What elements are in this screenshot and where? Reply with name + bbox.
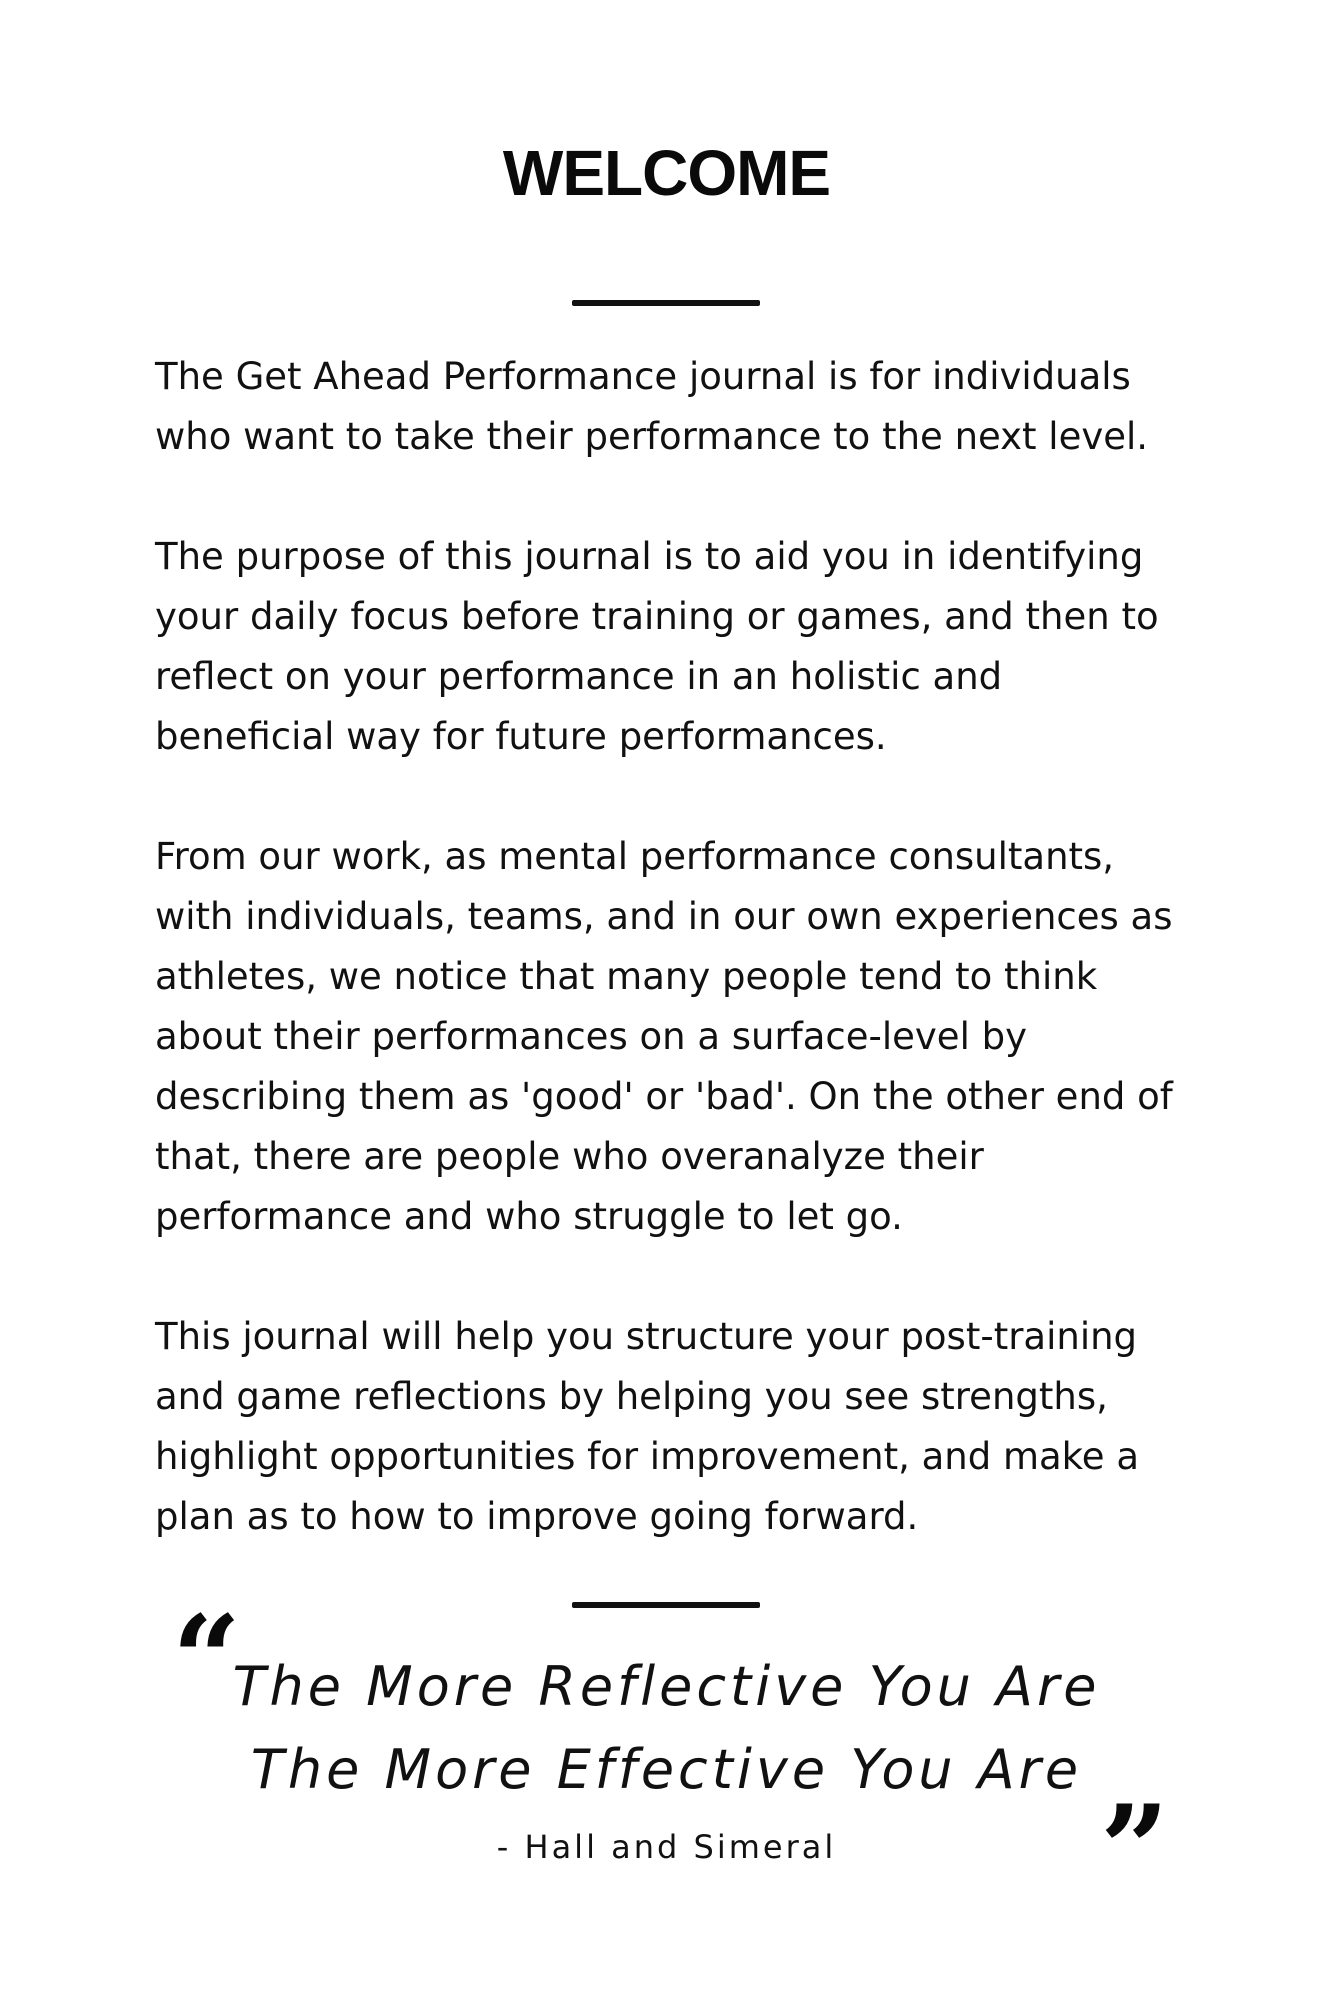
- paragraph-purpose: The purpose of this journal is to aid you in identifying your daily focus before training or games, and then to reflect on your performance in an holistic and beneficial way for future performances.: [155, 535, 1159, 758]
- paragraph-intro: The Get Ahead Performance journal is for individuals who want to take their performance to the next level.: [155, 355, 1149, 458]
- open-quote-icon: “: [172, 1589, 242, 1730]
- paragraph-structure: This journal will help you structure your post-training and game reflections by helping you see strengths, highlight opportunities for improvement, and make a plan as to how to improve going forward.: [155, 1315, 1139, 1538]
- close-quote-icon: ”: [1100, 1779, 1170, 1920]
- welcome-body: [155, 347, 1185, 1547]
- quote-line-1: The More Reflective You Are: [232, 1655, 1101, 1718]
- quote-attribution: - Hall and Simeral: [496, 1828, 837, 1866]
- page-title: WELCOME: [502, 137, 831, 209]
- paragraph-experience: From our work, as mental performance consultants, with individuals, teams, and in our own experiences as athletes, we notice that many people tend to think about their performances on a surface-level by describing them as 'good' or 'bad'. On the other end of that, there are people who overanalyze their performance and who struggle to let go.: [155, 835, 1173, 1238]
- title-divider: [572, 300, 760, 306]
- quote-divider: [572, 1602, 760, 1608]
- quote-line-2: The More Effective You Are: [250, 1738, 1083, 1801]
